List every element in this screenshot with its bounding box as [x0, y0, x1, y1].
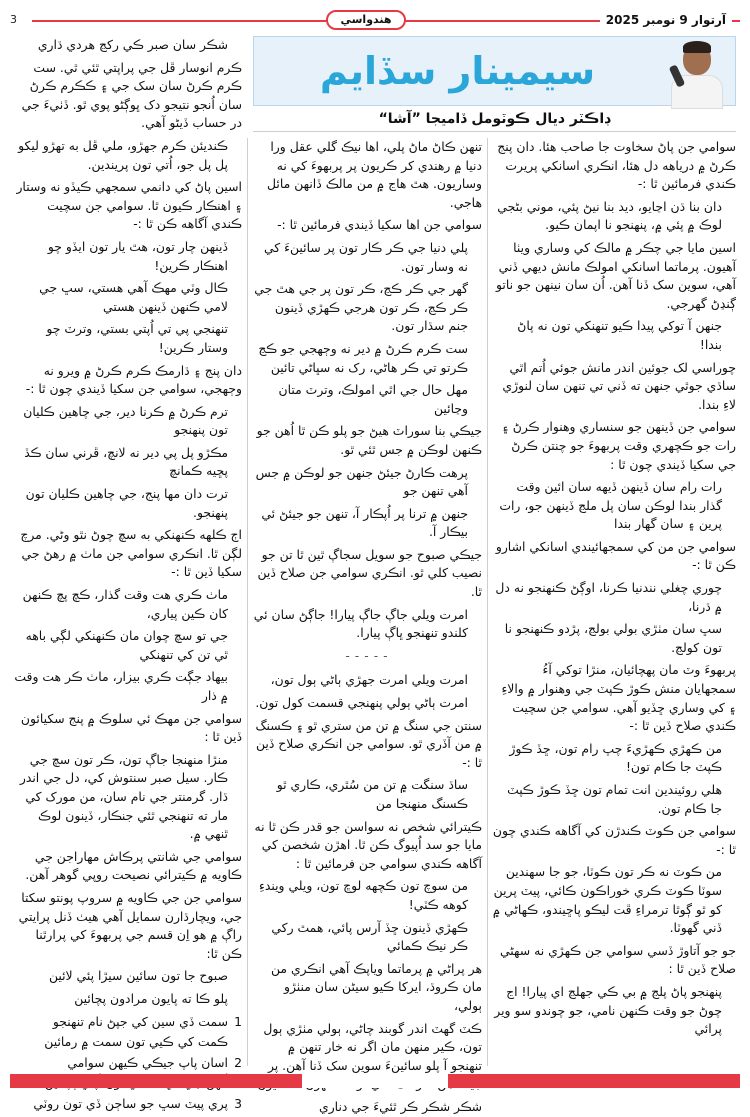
verse: تنهنجي پي تي اُپتي بستي، وترٽ چو وستار ڪرين! — [46, 321, 228, 355]
column-divider — [247, 138, 248, 1066]
list-text: پري پيٽ سڀ جو ساڄن ڏي تون روٽي — [33, 1095, 228, 1111]
paragraph: سوامي جن پاڻ سخاوت جا صاحب هئا. دان پنج ڪرڻ ۾ درياهه دل هئا، انڪري اسانکي پريرت ڪندي فرمائين ٿا :- — [497, 139, 736, 192]
verse: ترت دان مها پنج، جي چاهين ڪليان تون پنهنجو. — [25, 486, 228, 520]
paragraph: دان پنج ۽ ڌارمڪ ڪرم ڪرڻ ۾ ويرو نه وڄهجي، سوامي جن سکيا ڏيندي چون ٿا :- — [25, 362, 242, 397]
verse: ساڌ سنگت ۾ تن من سُٿري، ڪاري ٿو ڪسنگ منهنجا من — [276, 777, 468, 811]
verse: پلو ڪا ته پايون مرادون پچائين — [74, 990, 228, 1006]
paragraph: شڪر شڪر ڪر ٿئيءَ جي دناري — [319, 1098, 482, 1114]
column-left — [14, 36, 242, 1111]
verse: مڪڙو پل پي دير نه لانچ، ڦرني سان ڪڏ پڇيه ڪمانچ — [24, 444, 228, 479]
verse: من ڪهڙي ڪهڙيءَ چپ رام تون، ڇڏ ڪوڙ ڪپٽ جا ڪام تون! — [509, 740, 722, 775]
verse: امرت ٻاڻي ٻولي پنهنجي قسمت کول تون. — [255, 695, 468, 711]
verse: ڪنديئن ڪرم جهڙو، ملي ڦل به تهڙو ليکو پل پل جو، اُتي تون پريندين. — [18, 137, 228, 172]
verse: ڪال وٽي مهڪ آهي هستي، سڀ جي لامي ڪنهن ڏينهن هستي — [39, 280, 228, 314]
verse: من ڪوٽ نه ڪر تون ڪوٽا، جو جا سهندين سوٽا ڪوٽ ڪري خوراڪون ڪائي، پيٽ پرين کو ٿو ڳوٿا ترمراءِ ڦت ليڪو پاڇيندو، ڪهاڻي ۾ ڏني گهوٽا. — [492, 864, 722, 936]
paragraph: تنهن ڪاڻ ماڻ پلي، اها نيڪ گلي عقل ورا دنيا ۾ رهندي کر ڪريون پر پربهوءَ کي نه وساريون. هٿ هاڃ ۾ من مالڪ ڏانهن مائل هاجي. — [267, 139, 482, 210]
paragraph: چوراسي لک جوئين اندر مانش جوئي اُتم اٿي ساڌي جوٿي جنهن ته ڏني تي تنهن سان لنوڙي لاءِ بندا. — [502, 359, 736, 412]
verse: جي تو سچ چوان مان ڪنهنکي لڳي باهه ٿي تن کي تنهنکي — [25, 628, 228, 662]
verse: امرت ويلي امرت جهڙي ٻاڻي ٻول تون، — [270, 672, 468, 688]
list-text: اسان پاپ جيڪي ڪيهن سوامي — [67, 1054, 228, 1070]
column-right — [492, 138, 736, 1066]
list-number: 2 — [234, 1054, 242, 1070]
newspaper-masthead: هندواسي — [326, 10, 406, 30]
verse: رات رام سان ڏينهن ڏيهه سان ائين وقت گذار بندا لوڪن سان پل ملڃ ڏينهن جو، رات پرين ۽ سان گهار بندا — [499, 479, 722, 532]
paragraph: ڪٽ گهٽ اندر گوبند چاڻي، ٻولي مٺڙي ٻول تون، ڪير منهن مان اگر نه خار تنهن ۾ تنهنجو آ پلو سائينءَ سوين سک ڏنا آهن. پر — [263, 1020, 482, 1073]
verse: دان بنا ڌن اڃايو، ديد بنا نيڻ پئي، موني بڻجي لوڪ ۾ پئي ۾، پنهنجو نا اپمان ڪيو. — [497, 198, 722, 233]
verse: مهل حال جي اٿي امولڪ، وترٽ متان وڃائين — [278, 382, 468, 416]
issue-date: آرتوار 9 نومبر 2025 — [600, 10, 732, 30]
paragraph: سوامي جن من کي سمجهائيندي اسانکي اشارو ڪن ٿا :- — [495, 538, 736, 573]
paragraph: سوامي جي شانتي پرڪاش مهاراجن جي ڪاويه ۾ ڪيترائي نصيحت روپي گوهر آهن. — [25, 848, 242, 883]
verse: پرهت ڪارڻ جيئڻ جنهن جو لوڪن ۾ جس آهي تنهن جو — [255, 464, 468, 499]
page-footer-bar — [10, 1074, 740, 1088]
paragraph: ڪيترائي شخص نه سواسن جو قدر ڪن ٿا نه مايا جو سد اُپيوگ ڪن ٿا. اهڙن شخصن کي آگاهه ڪندي سوامي جن فرمائين ٿا : — [254, 818, 482, 871]
list-text: ڪمت کي ڪيي تون سمت ۾ رمائين — [44, 1034, 228, 1050]
column-divider — [487, 138, 488, 1066]
footer-bar-left — [10, 1074, 302, 1088]
paragraph: اسين مايا جي چڪر ۾ مالڪ کي وساري ويٺا آهيون. پرماتما اسانکي امولڪ مانش ديهي ڏني آهي، سوين سک ڏنا آهن. اُن سان نينهن جو ناتو ڳنڍڻ گهرجي. — [496, 239, 736, 311]
verse: بيهاد جڳت ڪري بيزار، ماٺ ڪر هت وقت ۾ ذار — [14, 669, 228, 703]
list-number: 1 — [234, 1013, 242, 1029]
verse: پلي دنيا جي ڪر ڪار تون پر سائينءَ کي نه وسار تون. — [263, 239, 468, 274]
verse: من سوچ تون ڪچهه لوڇ تون، ويلي ويندءِ کوهه ڪٽي! — [259, 878, 468, 912]
verse: پنهنجو پاڻ پلڃ ۾ بي ڪي جهلڃ اي پيارا! اڃ چوڻ جو وقت ڪنهن نامي، جو چوندو سو وير پرائي — [494, 983, 722, 1037]
verse: جنهن ۾ ترنا پر اُپڪار آ، تنهن جو جيئڻ ئي بيڪار آ. — [261, 505, 468, 540]
verse: سڀ سان مٺڙي بولي بولڃ، پڙدو ڪنهنجو نا تون کولڃ. — [504, 621, 722, 655]
paragraph: سوامي جن جي ڪاويه ۾ سروپ پونتو سکتا جي، ويچارڌارن سمايل آهي هيٺ ڏنل پرايتي راڳ ۾ هو اِن قسم جي پربهوءَ کي پرارٿنا ڪن ٿا: — [18, 889, 242, 961]
paragraph: هر پراڻي ۾ پرماتما وياپڪ آهي انڪري من مان ڪروڌ، ايرکا ڪيو سيڻن سان منٺڙو ٻولي، — [270, 960, 482, 1013]
list-item — [14, 1095, 242, 1114]
verse: گهر جي ڪر ڪڃ، ڪر تون پر جي هٿ جي ڪر ڪڃ، ڪر تون هرجي ڪهڙي ڏينون جنم سڌار تون. — [254, 281, 468, 334]
list-text: سمت ڏي سين کي جپڻ نام تنهنجو — [52, 1013, 228, 1029]
paragraph: جيڪي صبوح جو سويل سجاڳ ٿين ٿا تن جو نصيب کلي ٿو. انڪري سوامي جن صلاح ڏين ٿا. — [257, 546, 482, 600]
verse: هلي روئيندين انت تمام تون ڇڏ ڪوڙ ڪپٽ جا ڪام تون. — [507, 782, 722, 816]
verse: ماٺ ڪري هت وقت گذار، ڪچ پچ ڪنهن کان ڪين پياري، — [22, 587, 228, 621]
paragraph: اسين پاڻ کي دانمي سمجهي ڪيڏو نه وستار ۽ اهنڪار ڪيون ٿا. سوامي جن سچيت ڪندي آگاهه ڪن ٿا :- — [16, 179, 242, 232]
paragraph: جيڪي بنا سوراٽ هيڻ جو پلو ڪن ٿا اُهن جو ڪنهن لوڪن ۾ جس ٿئي ٿو. — [256, 423, 482, 457]
verse: امرت ويلي جاڳ جاڳ پيارا! جاڳڻ سان ئي کلندو تنهنجو ڀاڳ پيارا. — [253, 606, 468, 641]
paragraph: جو جو آتاوڙ ڏسي سوامي جن ڪهڙي نه سهڻي صلاح ڏين ٿا : — [499, 942, 736, 977]
paragraph: سوامي جن مهڪ ئي سلوڪ ۾ پنج سکيائون ڏين ٿا : — [20, 710, 242, 745]
paragraph: اڄ ڪلهه ڪنهنکي به سچ چوڻ نٿو وڻي. مرچ لڳن ٿا. انڪري سوامي جن ماٺ ۾ رهڻ جي سکيا ڏين ٿا :- — [20, 527, 242, 580]
footer-bar-right — [448, 1074, 740, 1088]
article-byline: ڊاڪٽر ديال ڪوٽومل ڏاميجا ”آشا“ — [253, 106, 736, 132]
article-banner — [253, 36, 736, 106]
list-number: 3 — [234, 1095, 242, 1111]
paragraph: سوامي جن اها سکيا ڏيندي فرمائين ٿا :- — [277, 217, 482, 233]
footer-bar-gap — [302, 1074, 448, 1088]
verse: منڙا منهنجا جاڳ تون، ڪر تون سچ جي ڪار. سيل صبر سنتوش کي، دل جي اندر ڌار. گرمنتر جي نام سان، من مورک کي مار ته تنهنجي ٿئي جنڪار، ڏينون لوڪ ٿنهي ۾. — [19, 751, 228, 842]
paragraph: ڪرم انوسار ڦل جي پراپتي ٿئي ٿي. ست ڪرم ڪرڻ سان سک جي ۽ ڪڪرم ڪرڻ سان اُنجو نتيجو دک ڀوڳڻو پوي ٿو. ڏٺيءَ جي در حساب ڏيڻو آهي. — [21, 59, 242, 131]
paragraph: سوامي جن ڏينهن جو سنساري وهنوار ڪرڻ ۽ رات جو ڪچهري وقت پربهوءَ جو چنتن ڪرڻ جي سکيا ڏيندي چون ٿا : — [501, 419, 736, 472]
page-number: 3 — [10, 13, 17, 26]
section-divider: ----- — [343, 647, 392, 663]
list-number — [228, 1033, 242, 1052]
verse: ڏينهن چار تون، هٿ يار تون ايڏو چو اهنڪار ڪرين! — [47, 238, 228, 273]
paragraph: سوامي جن ڪوٽ ڪندڙن کي آگاهه ڪندي چون ٿا :- — [492, 823, 736, 857]
list-item — [14, 1033, 242, 1052]
verse: شڪر سان صبر ڪي رکڃ هردي ڌاري — [37, 37, 228, 52]
list-item — [14, 1054, 242, 1073]
page-header — [10, 10, 740, 32]
verse: ڪهڙي ڏينون ڇڏ آرس پائي، همٿ رکي ڪر نيڪ ڪمائي — [271, 919, 468, 954]
paragraph: پربهوءَ وٽ مان پهچائيان، منڙا توکي آءُ سمجهايان منش ڪوڙ ڪپٽ جي وهنوار ۾ والاءِ ۽ کي وساري ڇڏيو آهي. سوامي جن سچيت ڪندي صلاح ڏين ٿا :- — [501, 662, 736, 734]
verse: ست ڪرم ڪرڻ ۾ دير نه وڄهجي جو ڪڃ ڪرتو تي ڪر هاڻي، رک نه سڀاڻي تائين — [258, 340, 468, 375]
verse: صبوح جا تون سائين سيڙا پئي لائين — [48, 968, 228, 984]
numbered-prayer-list — [14, 1013, 242, 1114]
paragraph: سنتن جي سنگ ۾ تن من ستري ٿو ۽ ڪسنگ ۾ من آڏري ٿو. سوامي جن انڪري صلاح ڏين ٿا :- — [255, 717, 482, 770]
list-item — [14, 1013, 242, 1032]
column-middle — [253, 138, 482, 1114]
author-photo — [661, 37, 731, 105]
photo-hair-shape — [683, 41, 711, 53]
verse: ترم ڪرڻ ۾ ڪرنا دير، جي چاهين ڪليان تون پنهنجو — [23, 403, 228, 438]
verse: جنهن آ توکي پيدا ڪيو تنهنکي تون نه پاڻ بندا! — [517, 318, 722, 352]
verse: چوري چغلي نندنيا ڪرنا، اوڳڻ ڪنهنجو نه دل ۾ ڌرنا، — [495, 580, 722, 614]
article-title: سيمينار سڏايم — [319, 49, 596, 93]
